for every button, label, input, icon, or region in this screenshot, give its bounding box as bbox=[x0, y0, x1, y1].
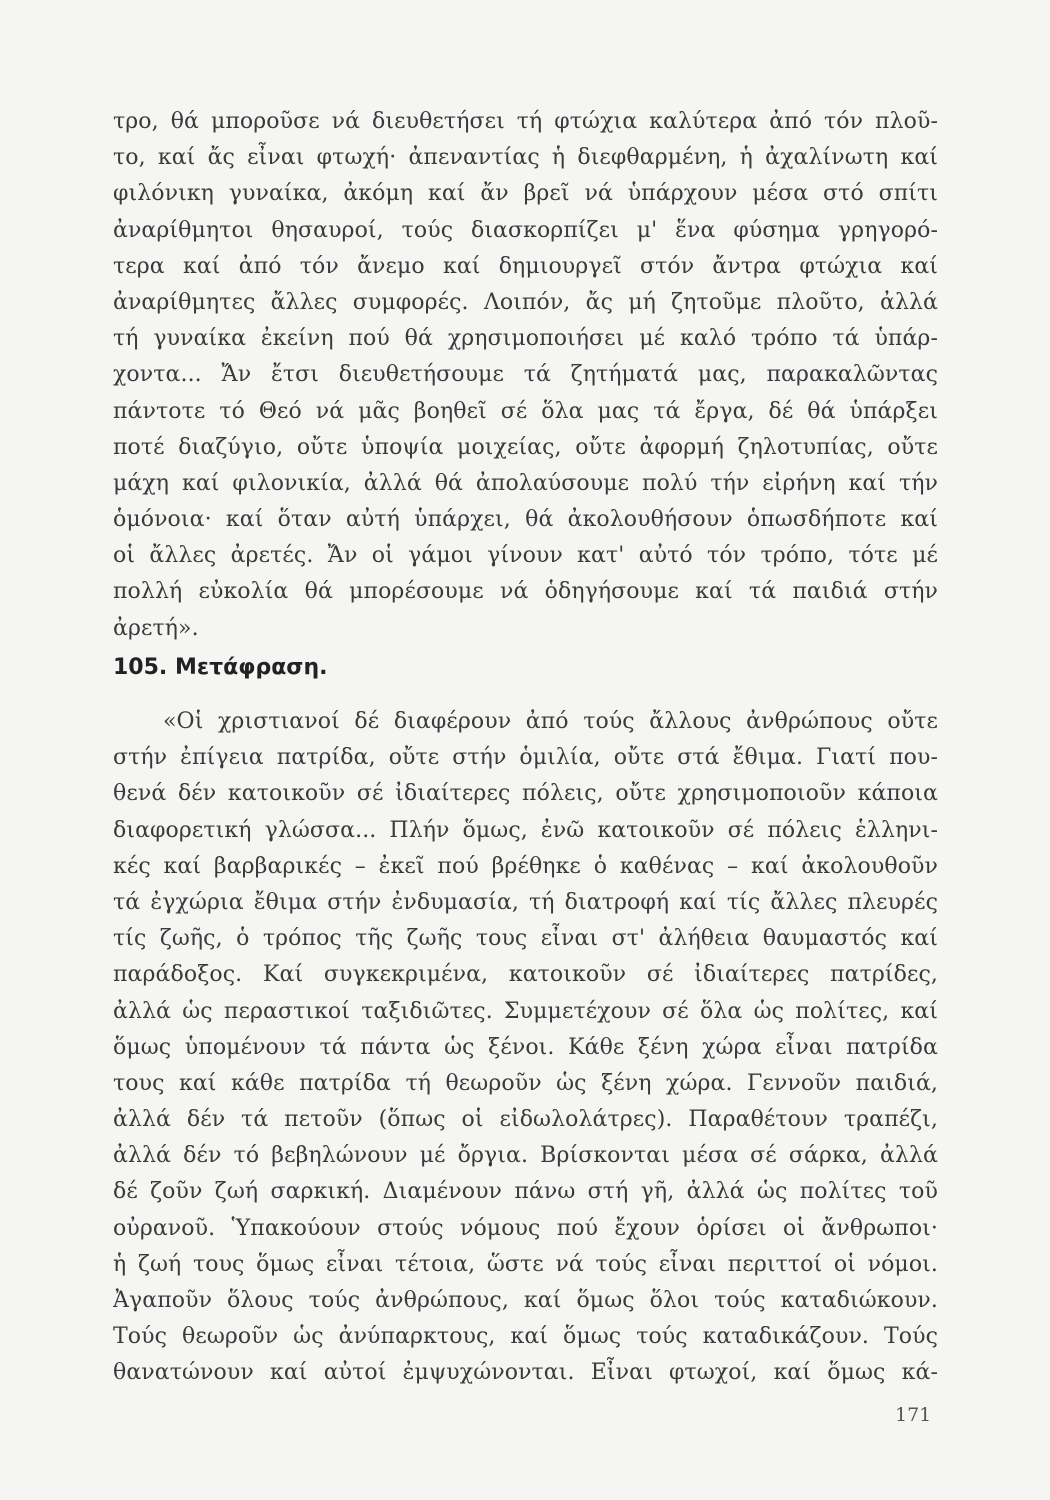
paragraph-continued bbox=[113, 104, 938, 647]
text-line: τά ἐγχώρια ἔθιμα στήν ἐνδυμασία, τή διατροφή καί τίς ἄλλες πλευρές bbox=[113, 889, 938, 915]
text-line: θενά δέν κατοικοῦν σέ ἰδιαίτερες πόλεις, οὔτε χρησιμοποιοῦν κάποια bbox=[113, 781, 938, 807]
text-line: θανατώνουν καί αὐτοί ἐμψυχώνονται. Εἶναι φτωχοί, καί ὅμως κά- bbox=[113, 1360, 938, 1386]
text-line: ποτέ διαζύγιο, οὔτε ὑποψία μοιχείας, οὔτε ἀφορμή ζηλοτυπίας, οὔτε bbox=[113, 434, 938, 460]
text-line: τή γυναίκα ἐκείνη πού θά χρησιμοποιήσει μέ καλό τρόπο τά ὑπάρ- bbox=[113, 326, 938, 352]
text-line: τους καί κάθε πατρίδα τή θεωροῦν ὡς ξένη χώρα. Γεννοῦν παιδιά, bbox=[113, 1070, 938, 1096]
text-line: Τούς θεωροῦν ὡς ἀνύπαρκτους, καί ὅμως τούς καταδικάζουν. Τούς bbox=[113, 1324, 938, 1350]
text-line: χοντα... Ἄν ἔτσι διευθετήσουμε τά ζητήματά μας, παρακαλῶντας bbox=[113, 362, 938, 388]
text-line: παράδοξος. Καί συγκεκριμένα, κατοικοῦν σέ ἰδιαίτερες πατρίδες, bbox=[113, 962, 938, 988]
text-line: ὁμόνοια· καί ὅταν αὐτή ὑπάρχει, θά ἀκολουθήσουν ὁπωσδήποτε καί bbox=[113, 507, 938, 533]
text-line: διαφορετική γλώσσα... Πλήν ὅμως, ἐνῶ κατοικοῦν σέ πόλεις ἑλληνι- bbox=[113, 817, 938, 843]
text-line: οὐρανοῦ. Ὑπακούουν στούς νόμους πού ἔχουν ὁρίσει οἱ ἄνθρωποι· bbox=[113, 1215, 938, 1241]
text-line: το, καί ἄς εἶναι φτωχή· ἀπεναντίας ἡ διεφθαρμένη, ἡ ἀχαλίνωτη καί bbox=[113, 145, 938, 171]
text-line: δέ ζοῦν ζωή σαρκική. Διαμένουν πάνω στή γῆ, ἀλλά ὡς πολίτες τοῦ bbox=[113, 1179, 938, 1205]
section-heading: 105. Μετάφραση. bbox=[113, 655, 328, 680]
text-line: ἀλλά δέν τά πετοῦν (ὅπως οἱ εἰδωλολάτρες). Παραθέτουν τραπέζι, bbox=[113, 1107, 938, 1133]
text-line: μάχη καί φιλονικία, ἀλλά θά ἀπολαύσουμε πολύ τήν εἰρήνη καί τήν bbox=[113, 470, 938, 496]
text-line: πολλή εὐκολία θά μπορέσουμε νά ὁδηγήσουμε καί τά παιδιά στήν bbox=[113, 579, 938, 605]
text-line: τρο, θά μποροῦσε νά διευθετήσει τή φτώχια καλύτερα ἀπό τόν πλοῦ- bbox=[113, 109, 938, 134]
text-line: Ἀγαποῦν ὅλους τούς ἀνθρώπους, καί ὅμως ὅλοι τούς καταδιώκουν. bbox=[113, 1288, 938, 1313]
page-number: 171 bbox=[895, 1404, 932, 1426]
translation-paragraph bbox=[113, 704, 938, 1392]
text-line: ἡ ζωή τους ὅμως εἶναι τέτοια, ὥστε νά τούς εἶναι περιττοί οἱ νόμοι. bbox=[113, 1251, 938, 1277]
text-line: οἱ ἄλλες ἀρετές. Ἄν οἱ γάμοι γίνουν κατ' αὐτό τόν τρόπο, τότε μέ bbox=[113, 543, 938, 569]
text-line: κές καί βαρβαρικές – ἐκεῖ πού βρέθηκε ὁ καθένας – καί ἀκολουθοῦν bbox=[113, 853, 938, 879]
text-line: πάντοτε τό Θεό νά μᾶς βοηθεῖ σέ ὅλα μας τά ἔργα, δέ θά ὑπάρξει bbox=[113, 398, 938, 424]
text-line: τερα καί ἀπό τόν ἄνεμο καί δημιουργεῖ στόν ἄντρα φτώχια καί bbox=[113, 253, 938, 279]
text-line-last: ἀρετή». bbox=[113, 615, 199, 641]
text-line: ἀλλά δέν τό βεβηλώνουν μέ ὄργια. Βρίσκονται μέσα σέ σάρκα, ἀλλά bbox=[113, 1143, 938, 1169]
text-line: στήν ἐπίγεια πατρίδα, οὔτε στήν ὁμιλία, οὔτε στά ἔθιμα. Γιατί που- bbox=[113, 745, 938, 771]
text-line: φιλόνικη γυναίκα, ἀκόμη καί ἄν βρεῖ νά ὑπάρχουν μέσα στό σπίτι bbox=[113, 181, 938, 207]
text-line: ἀναρίθμητοι θησαυροί, τούς διασκορπίζει μ' ἕνα φύσημα γρηγορό- bbox=[113, 217, 938, 243]
text-line: τίς ζωῆς, ὁ τρόπος τῆς ζωῆς τους εἶναι στ' ἀλήθεια θαυμαστός καί bbox=[113, 926, 938, 952]
text-line: ἀναρίθμητες ἄλλες συμφορές. Λοιπόν, ἄς μή ζητοῦμε πλοῦτο, ἀλλά bbox=[113, 289, 938, 315]
text-line-first: «Οἱ χριστιανοί δέ διαφέρουν ἀπό τούς ἄλλους ἀνθρώπους οὔτε bbox=[163, 709, 938, 734]
text-line: ὅμως ὑπομένουν τά πάντα ὡς ξένοι. Κάθε ξένη χώρα εἶναι πατρίδα bbox=[113, 1034, 938, 1060]
text-line: ἀλλά ὡς περαστικοί ταξιδιῶτες. Συμμετέχουν σέ ὅλα ὡς πολίτες, καί bbox=[113, 998, 938, 1024]
